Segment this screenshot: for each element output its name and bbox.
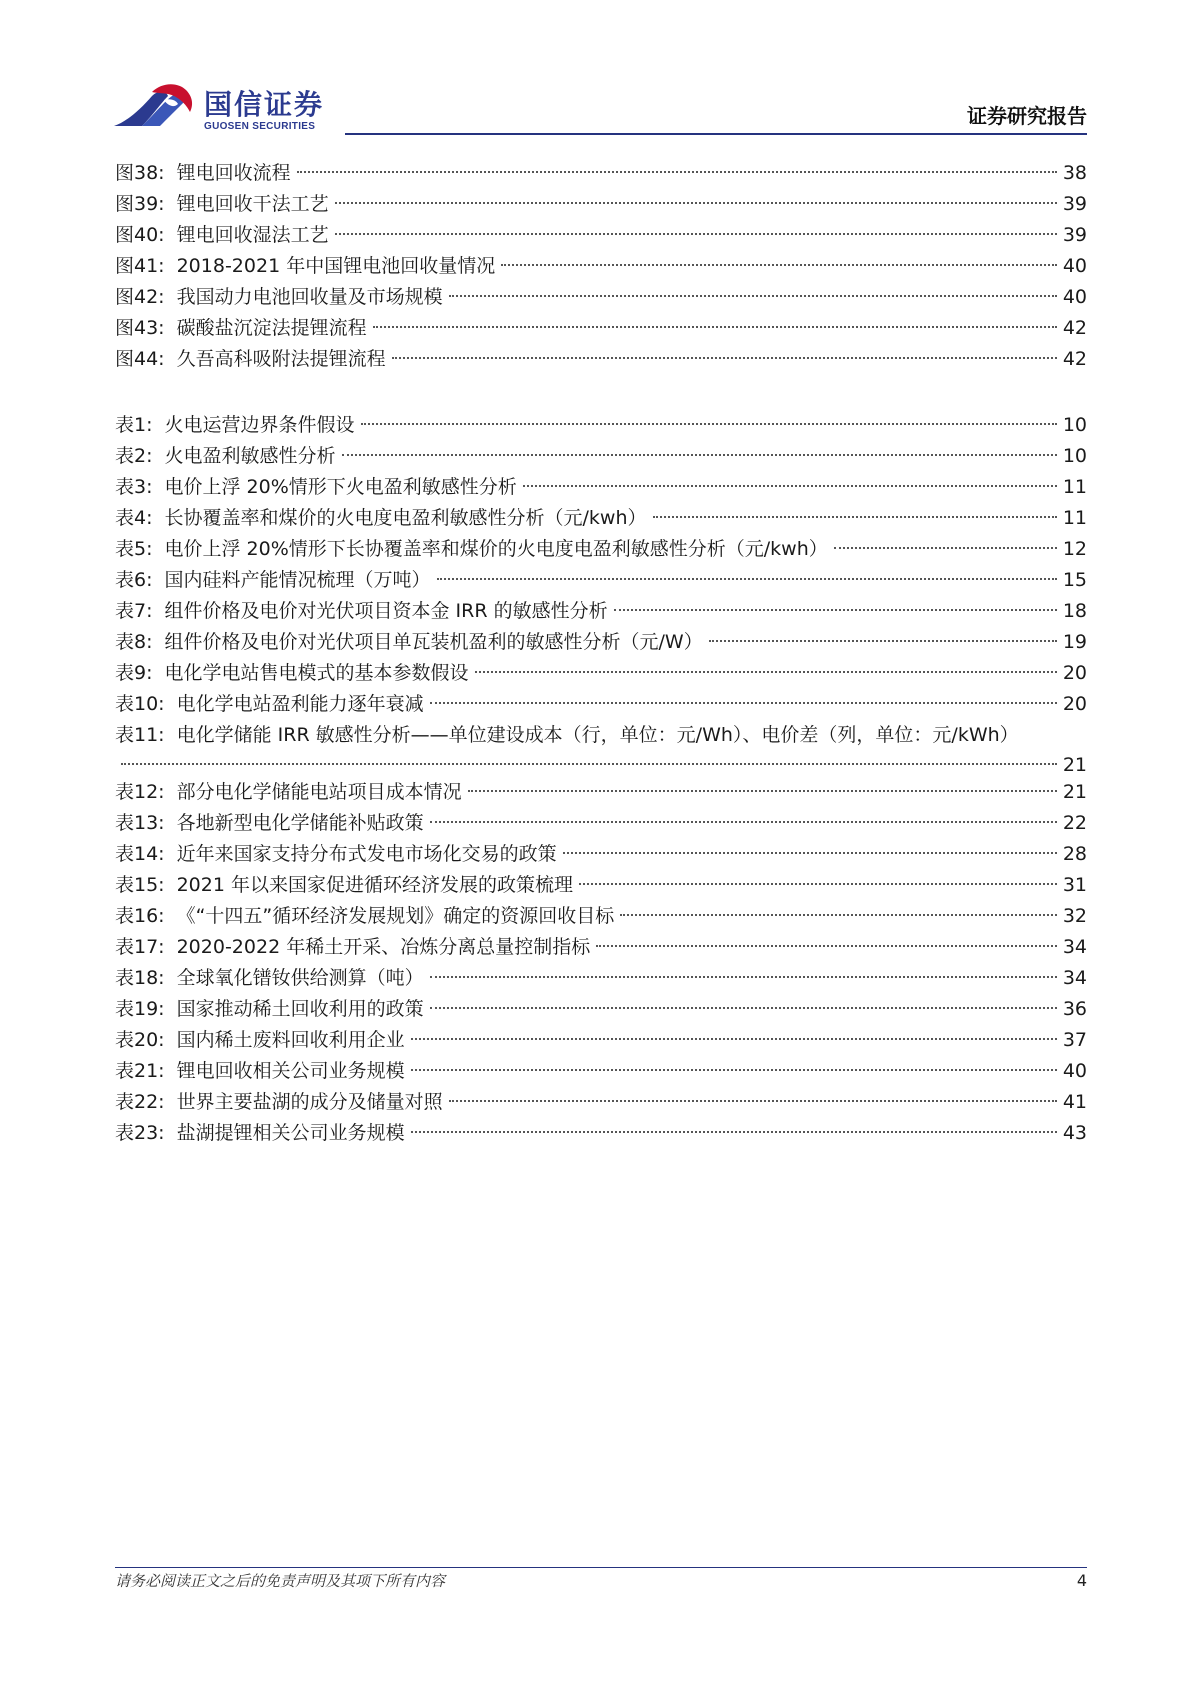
dot-leader — [121, 763, 1057, 765]
header-divider — [345, 133, 1087, 135]
dot-leader — [411, 1069, 1057, 1071]
toc-entry-figure[interactable] — [115, 251, 1087, 281]
dot-leader — [563, 852, 1057, 854]
entry-page: 28 — [1062, 843, 1087, 865]
entry-label: 图43: — [115, 317, 165, 339]
entry-title: 2020-2022 年稀土开采、冶炼分离总量控制指标 — [176, 936, 591, 958]
entry-page: 22 — [1062, 812, 1087, 834]
entry-title: 锂电回收干法工艺 — [176, 193, 329, 215]
entry-page: 34 — [1062, 967, 1087, 989]
entry-label: 表22: — [115, 1091, 165, 1113]
entry-title: 久吾高科吸附法提锂流程 — [176, 348, 386, 370]
entry-label: 表1: — [115, 414, 153, 436]
toc-entry-table[interactable] — [115, 1056, 1087, 1086]
toc-entry-table[interactable] — [115, 808, 1087, 838]
toc-entry-table[interactable] — [115, 932, 1087, 962]
dot-leader — [614, 609, 1057, 611]
dot-leader — [523, 485, 1057, 487]
dot-leader — [361, 423, 1057, 425]
guosen-logo-mark-icon — [112, 82, 202, 132]
entry-label: 图39: — [115, 193, 165, 215]
dot-leader — [430, 702, 1057, 704]
entry-label: 表10: — [115, 693, 165, 715]
entry-label: 表3: — [115, 476, 153, 498]
entry-title: 近年来国家支持分布式发电市场化交易的政策 — [176, 843, 557, 865]
entry-title: 电化学储能 IRR 敏感性分析——单位建设成本（行，单位：元/Wh）、电价差（列，单位：元/kWh） — [176, 724, 1019, 746]
entry-label: 表16: — [115, 905, 165, 927]
entry-label: 表12: — [115, 781, 165, 803]
toc-entry-table[interactable] — [115, 963, 1087, 993]
toc-entry-table[interactable] — [115, 596, 1087, 626]
toc-entry-table[interactable] — [115, 870, 1087, 900]
toc-entry-figure[interactable] — [115, 344, 1087, 374]
entry-title: 锂电回收湿法工艺 — [176, 224, 329, 246]
entry-label: 表5: — [115, 538, 153, 560]
entry-page: 34 — [1062, 936, 1087, 958]
entry-label: 表19: — [115, 998, 165, 1020]
toc-entry-table[interactable] — [115, 565, 1087, 595]
entry-page: 39 — [1062, 193, 1087, 215]
toc-entry-table[interactable] — [115, 777, 1087, 807]
dot-leader — [501, 264, 1057, 266]
dot-leader — [653, 516, 1057, 518]
dot-leader — [430, 976, 1057, 978]
dot-leader — [335, 233, 1057, 235]
entry-page: 18 — [1062, 600, 1087, 622]
entry-title: 电价上浮 20%情形下火电盈利敏感性分析 — [164, 476, 517, 498]
entry-page: 19 — [1062, 631, 1087, 653]
toc-entry-figure[interactable] — [115, 313, 1087, 343]
toc-entry-table[interactable] — [115, 627, 1087, 657]
report-type-label: 证券研究报告 — [967, 104, 1087, 128]
entry-label: 图41: — [115, 255, 165, 277]
dot-leader — [449, 1100, 1057, 1102]
entry-title: 部分电化学储能电站项目成本情况 — [176, 781, 462, 803]
entry-title: 火电运营边界条件假设 — [164, 414, 355, 436]
dot-leader — [449, 295, 1057, 297]
entry-title: 电化学电站售电模式的基本参数假设 — [164, 662, 469, 684]
entry-title: 长协覆盖率和煤价的火电度电盈利敏感性分析（元/kwh） — [164, 507, 647, 529]
dot-leader — [335, 202, 1057, 204]
dot-leader — [709, 640, 1057, 642]
entry-label: 表18: — [115, 967, 165, 989]
toc-entry-table[interactable] — [115, 901, 1087, 931]
dot-leader — [342, 454, 1057, 456]
entry-label: 表17: — [115, 936, 165, 958]
entry-page: 38 — [1062, 162, 1087, 184]
entry-label: 表11: — [115, 724, 165, 746]
dot-leader — [468, 790, 1057, 792]
entry-title: 2021 年以来国家促进循环经济发展的政策梳理 — [176, 874, 573, 896]
entry-label: 表21: — [115, 1060, 165, 1082]
dot-leader — [579, 883, 1057, 885]
entry-label: 表4: — [115, 507, 153, 529]
entry-page: 11 — [1062, 476, 1087, 498]
entry-page: 37 — [1062, 1029, 1087, 1051]
entry-label: 图40: — [115, 224, 165, 246]
entry-page: 21 — [1062, 781, 1087, 803]
toc-entry-table[interactable] — [115, 994, 1087, 1024]
entry-label: 表13: — [115, 812, 165, 834]
toc-entry-table[interactable] — [115, 472, 1087, 502]
entry-label: 表9: — [115, 662, 153, 684]
dot-leader — [430, 1007, 1057, 1009]
entry-page: 42 — [1062, 348, 1087, 370]
toc-entry-table[interactable] — [115, 503, 1087, 533]
entry-page: 40 — [1062, 1060, 1087, 1082]
entry-label: 表20: — [115, 1029, 165, 1051]
entry-page: 36 — [1062, 998, 1087, 1020]
entry-page: 10 — [1062, 445, 1087, 467]
entry-label: 表14: — [115, 843, 165, 865]
dot-leader — [620, 914, 1057, 916]
dot-leader — [373, 326, 1057, 328]
page-header — [0, 0, 1190, 140]
toc-entry-table[interactable] — [115, 1087, 1087, 1117]
dot-leader — [596, 945, 1057, 947]
entry-page: 11 — [1062, 507, 1087, 529]
disclaimer-note: 请务必阅读正文之后的免责声明及其项下所有内容 — [115, 1572, 446, 1590]
entry-page: 20 — [1062, 693, 1087, 715]
toc-entry-table[interactable] — [115, 720, 1087, 780]
brand-name-cn: 国信证券 — [204, 88, 325, 121]
entry-title: 火电盈利敏感性分析 — [164, 445, 336, 467]
entry-title: 组件价格及电价对光伏项目资本金 IRR 的敏感性分析 — [164, 600, 608, 622]
page-number: 4 — [1076, 1571, 1087, 1590]
entry-page: 43 — [1062, 1122, 1087, 1144]
entry-title: 锂电回收流程 — [176, 162, 291, 184]
entry-page: 31 — [1062, 874, 1087, 896]
entry-label: 图38: — [115, 162, 165, 184]
entry-label: 表23: — [115, 1122, 165, 1144]
entry-title: 全球氧化镨钕供给测算（吨） — [176, 967, 424, 989]
entry-label: 表8: — [115, 631, 153, 653]
dot-leader — [411, 1131, 1057, 1133]
toc-entry-table[interactable] — [115, 658, 1087, 688]
entry-title: 《“十四五”循环经济发展规划》确定的资源回收目标 — [176, 905, 615, 927]
entry-title: 电化学电站盈利能力逐年衰减 — [176, 693, 424, 715]
entry-label: 表7: — [115, 600, 153, 622]
entry-title: 国内稀土废料回收利用企业 — [176, 1029, 405, 1051]
toc-entry-table[interactable] — [115, 1118, 1087, 1148]
entry-page: 10 — [1062, 414, 1087, 436]
entry-page: 41 — [1062, 1091, 1087, 1113]
entry-label: 表2: — [115, 445, 153, 467]
entry-title: 组件价格及电价对光伏项目单瓦装机盈利的敏感性分析（元/W） — [164, 631, 703, 653]
entry-page: 15 — [1062, 569, 1087, 591]
dot-leader — [437, 578, 1057, 580]
dot-leader — [475, 671, 1057, 673]
brand-name-en: GUOSEN SECURITIES — [204, 121, 316, 132]
entry-label: 表6: — [115, 569, 153, 591]
toc-entry-table[interactable] — [115, 839, 1087, 869]
toc-entry-table[interactable] — [115, 410, 1087, 440]
toc-entry-figure[interactable] — [115, 189, 1087, 219]
dot-leader — [411, 1038, 1057, 1040]
entry-page: 42 — [1062, 317, 1087, 339]
dot-leader — [392, 357, 1057, 359]
entry-label: 表15: — [115, 874, 165, 896]
entry-title: 国内硅料产能情况梳理（万吨） — [164, 569, 431, 591]
dot-leader — [834, 547, 1057, 549]
entry-page: 39 — [1062, 224, 1087, 246]
entry-title: 国家推动稀土回收利用的政策 — [176, 998, 424, 1020]
toc-entry-table[interactable] — [115, 441, 1087, 471]
toc-entry-table[interactable] — [115, 534, 1087, 564]
dot-leader — [297, 171, 1057, 173]
entry-page: 12 — [1062, 538, 1087, 560]
entry-page: 21 — [1062, 754, 1087, 776]
entry-title: 锂电回收相关公司业务规模 — [176, 1060, 405, 1082]
entry-title: 盐湖提锂相关公司业务规模 — [176, 1122, 405, 1144]
guosen-logo — [112, 82, 325, 142]
toc-entry-figure[interactable] — [115, 158, 1087, 188]
toc-entry-figure[interactable] — [115, 220, 1087, 250]
entry-page: 40 — [1062, 286, 1087, 308]
entry-title: 我国动力电池回收量及市场规模 — [176, 286, 443, 308]
toc-entry-table[interactable] — [115, 689, 1087, 719]
footer-divider — [115, 1567, 1087, 1568]
entry-title: 各地新型电化学储能补贴政策 — [176, 812, 424, 834]
entry-title: 世界主要盐湖的成分及储量对照 — [176, 1091, 443, 1113]
entry-title: 2018-2021 年中国锂电池回收量情况 — [176, 255, 496, 277]
entry-page: 40 — [1062, 255, 1087, 277]
toc-entry-figure[interactable] — [115, 282, 1087, 312]
entry-title: 电价上浮 20%情形下长协覆盖率和煤价的火电度电盈利敏感性分析（元/kwh） — [164, 538, 828, 560]
entry-title: 碳酸盐沉淀法提锂流程 — [176, 317, 367, 339]
entry-label: 图42: — [115, 286, 165, 308]
entry-page: 20 — [1062, 662, 1087, 684]
entry-label: 图44: — [115, 348, 165, 370]
toc-entry-table[interactable] — [115, 1025, 1087, 1055]
entry-page: 32 — [1062, 905, 1087, 927]
dot-leader — [430, 821, 1057, 823]
